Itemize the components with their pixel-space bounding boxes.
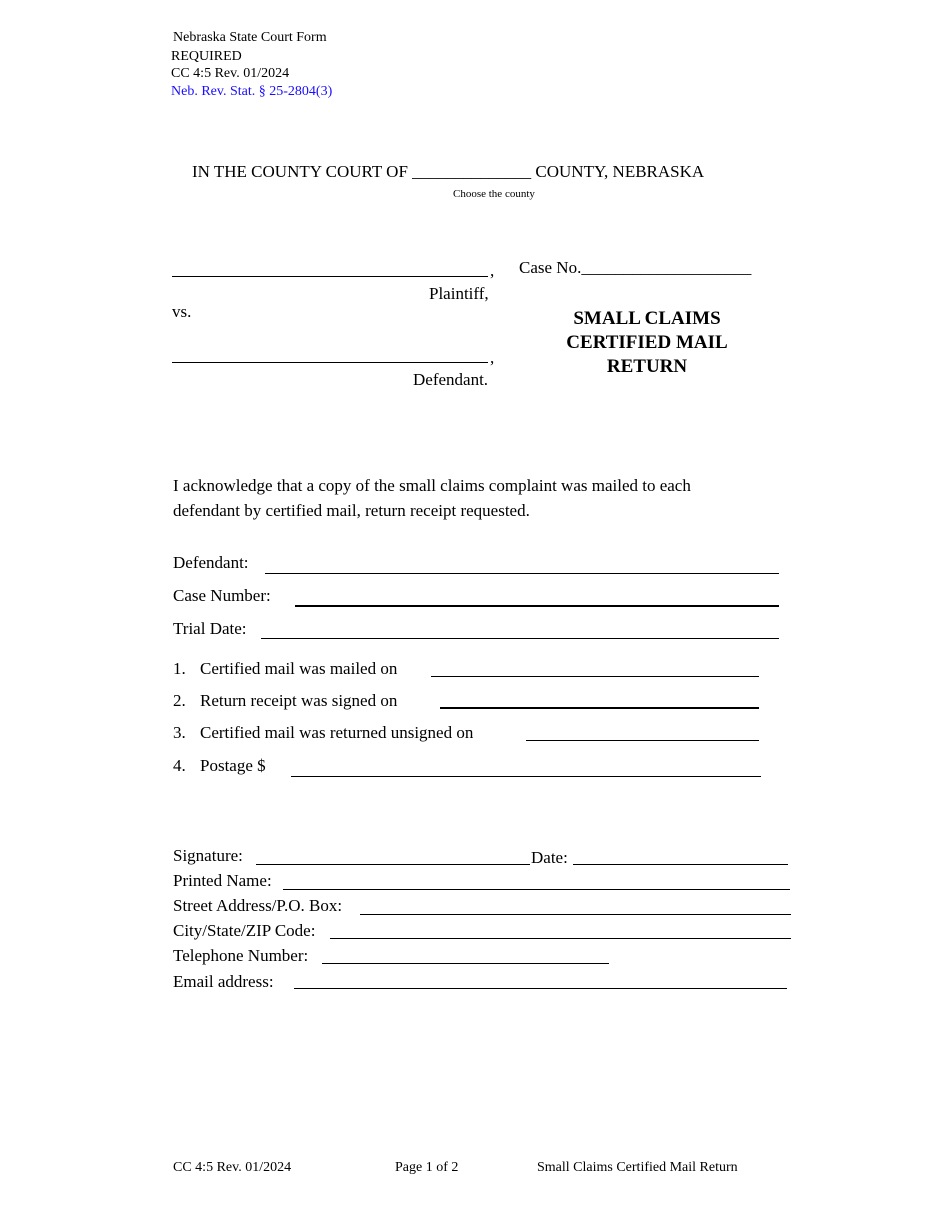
case-number-heading: [519, 258, 751, 278]
footer-form-code: CC 4:5 Rev. 01/2024: [173, 1160, 292, 1175]
item-1-label: Certified mail was mailed on: [200, 659, 398, 678]
footer-page-number: Page 1 of 2: [395, 1160, 459, 1175]
form-title-line3: RETURN: [606, 356, 688, 377]
form-title-line1: SMALL CLAIMS: [573, 308, 721, 329]
item-1-number: 1.: [173, 659, 186, 678]
telephone-input[interactable]: [322, 963, 609, 964]
county-hint: Choose the county: [453, 188, 535, 200]
defendant-input[interactable]: [265, 573, 779, 574]
item-2-number: 2.: [173, 691, 186, 710]
signed-on-input[interactable]: [440, 707, 759, 709]
case-no-field[interactable]: ____________________: [581, 258, 752, 277]
item-3-number: 3.: [173, 723, 186, 742]
court-prefix: IN THE COUNTY COURT OF: [192, 162, 408, 181]
statute-link[interactable]: Neb. Rev. Stat. § 25-2804(3): [171, 84, 333, 99]
city-state-zip-input[interactable]: [330, 938, 791, 939]
returned-unsigned-input[interactable]: [526, 740, 759, 741]
date-input[interactable]: [573, 864, 788, 865]
telephone-label: Telephone Number:: [173, 946, 309, 965]
court-suffix: COUNTY, NEBRASKA: [535, 162, 705, 181]
form-title: [527, 307, 767, 379]
email-input[interactable]: [294, 988, 787, 989]
postage-input[interactable]: [291, 776, 761, 777]
street-address-input[interactable]: [360, 914, 791, 915]
plaintiff-name-field[interactable]: [172, 276, 488, 277]
item-2-label: Return receipt was signed on: [200, 691, 398, 710]
footer-title: Small Claims Certified Mail Return: [537, 1160, 738, 1175]
case-number-input[interactable]: [295, 605, 779, 607]
county-field[interactable]: ______________: [412, 162, 532, 181]
defendant-field-label: Defendant:: [173, 553, 249, 572]
trial-date-field-label: Trial Date:: [173, 619, 247, 638]
case-no-label: Case No.: [519, 258, 582, 277]
mailed-on-input[interactable]: [431, 676, 759, 677]
form-title-line2: CERTIFIED MAIL: [566, 332, 728, 353]
acknowledgment-text: [173, 473, 691, 523]
plaintiff-label: Plaintiff,: [429, 284, 489, 303]
form-name: Nebraska State Court Form: [173, 30, 327, 45]
street-address-label: Street Address/P.O. Box:: [173, 896, 343, 915]
date-label: Date:: [531, 848, 568, 867]
vs-label: vs.: [172, 302, 192, 321]
form-code: CC 4:5 Rev. 01/2024: [171, 66, 290, 81]
printed-name-label: Printed Name:: [173, 871, 272, 890]
defendant-name-field[interactable]: [172, 362, 488, 363]
trial-date-input[interactable]: [261, 638, 779, 639]
court-heading: [192, 162, 704, 182]
acknowledgment-line2: defendant by certified mail, return receipt requested.: [173, 501, 530, 520]
printed-name-input[interactable]: [283, 889, 790, 890]
defendant-comma: ,: [490, 348, 495, 367]
city-state-zip-label: City/State/ZIP Code:: [173, 921, 316, 940]
defendant-label: Defendant.: [413, 370, 489, 389]
signature-input[interactable]: [256, 864, 530, 865]
item-3-label: Certified mail was returned unsigned on: [200, 723, 474, 742]
acknowledgment-line1: I acknowledge that a copy of the small claims complaint was mailed to each: [173, 476, 691, 495]
case-number-field-label: Case Number:: [173, 586, 271, 605]
item-4-label: Postage $: [200, 756, 266, 775]
required-label: REQUIRED: [171, 49, 242, 64]
signature-label: Signature:: [173, 846, 243, 865]
item-4-number: 4.: [173, 756, 186, 775]
plaintiff-comma: ,: [490, 261, 495, 280]
email-label: Email address:: [173, 972, 274, 991]
